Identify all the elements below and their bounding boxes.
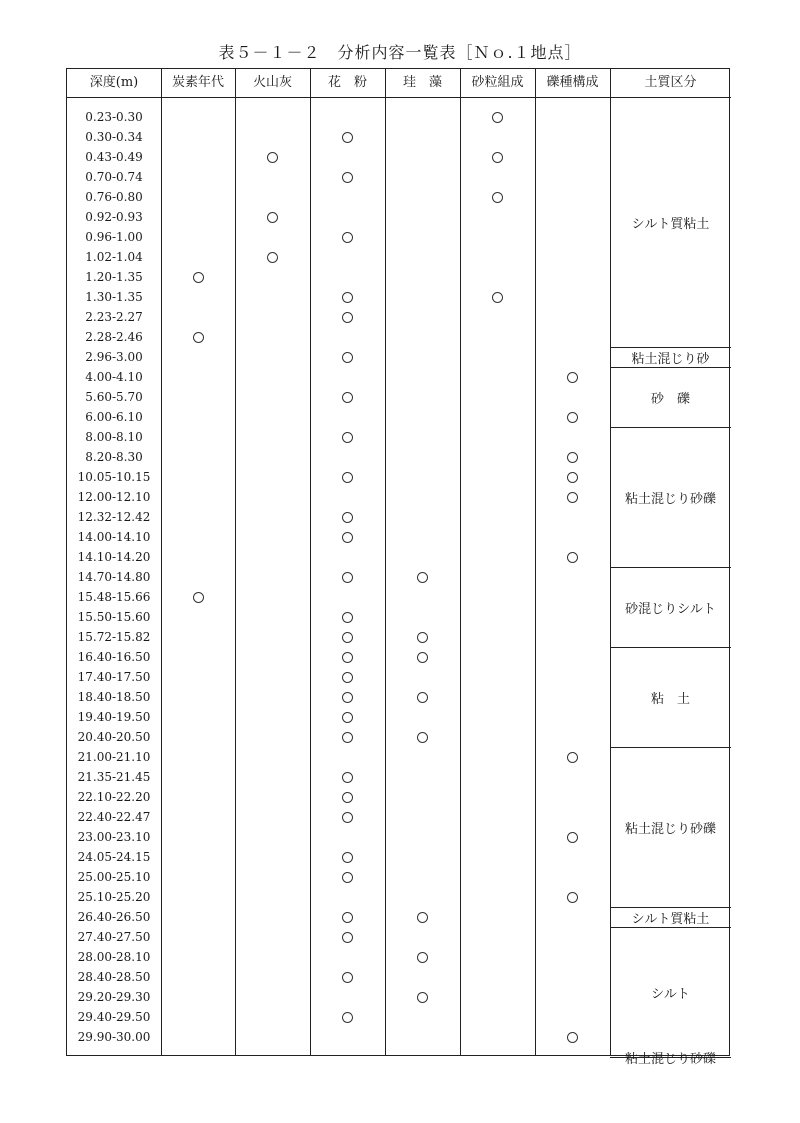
column-header: 火山灰: [252, 75, 292, 90]
column-header: 深度(m): [89, 75, 139, 90]
column-header: 土質区分: [644, 75, 697, 90]
depth-cell: 27.40-27.50: [77, 930, 151, 944]
depth-cell: 2.23-2.27: [85, 310, 143, 324]
analysis-mark-circle: [342, 532, 353, 543]
analysis-mark-circle: [342, 652, 353, 663]
analysis-table: [66, 68, 730, 1067]
soil-class-cell: 粘土混じり砂礫: [624, 491, 716, 507]
analysis-mark-circle: [567, 892, 578, 903]
depth-cell: 0.70-0.74: [85, 170, 143, 184]
page-title: 表５－１－２ 分析内容一覧表［Ｎｏ.１地点］: [218, 43, 582, 62]
analysis-mark-circle: [342, 812, 353, 823]
analysis-mark-circle: [417, 572, 428, 583]
column-header: 珪 藻: [402, 75, 442, 90]
depth-cell: 10.05-10.15: [77, 470, 151, 484]
depth-cell: 14.00-14.10: [77, 530, 151, 544]
depth-cell: 25.10-25.20: [77, 890, 151, 904]
analysis-mark-circle: [417, 952, 428, 963]
analysis-mark-circle: [492, 292, 503, 303]
depth-cell: 0.76-0.80: [85, 190, 143, 204]
analysis-mark-circle: [342, 932, 353, 943]
depth-cell: 0.23-0.30: [85, 110, 143, 124]
depth-cell: 4.00-4.10: [85, 370, 143, 384]
column-header: 砂粒組成: [471, 75, 524, 90]
depth-cell: 26.40-26.50: [77, 910, 151, 924]
analysis-mark-circle: [417, 912, 428, 923]
analysis-mark-circle: [342, 1012, 353, 1023]
depth-cell: 5.60-5.70: [85, 390, 143, 404]
depth-cell: 1.20-1.35: [85, 270, 143, 284]
analysis-mark-circle: [342, 672, 353, 683]
analysis-mark-circle: [342, 292, 353, 303]
analysis-mark-circle: [342, 732, 353, 743]
analysis-mark-circle: [567, 552, 578, 563]
depth-cell: 1.30-1.35: [85, 290, 143, 304]
depth-cell: 29.40-29.50: [77, 1010, 151, 1024]
soil-class-cell: 粘土混じり砂: [631, 351, 710, 367]
analysis-mark-circle: [342, 132, 353, 143]
analysis-mark-circle: [417, 732, 428, 743]
depth-cell: 8.20-8.30: [85, 450, 143, 464]
analysis-mark-circle: [492, 152, 503, 163]
depth-cell: 8.00-8.10: [85, 430, 143, 444]
analysis-mark-circle: [267, 152, 278, 163]
analysis-mark-circle: [342, 312, 353, 323]
depth-cell: 21.00-21.10: [77, 750, 151, 764]
depth-cell: 28.00-28.10: [77, 950, 151, 964]
soil-class-cell: 粘土混じり砂礫: [624, 821, 716, 837]
depth-cell: 12.00-12.10: [77, 490, 151, 504]
depth-cell: 14.70-14.80: [77, 570, 151, 584]
depth-cell: 19.40-19.50: [77, 710, 151, 724]
depth-cell: 6.00-6.10: [85, 410, 143, 424]
analysis-mark-circle: [342, 472, 353, 483]
analysis-mark-circle: [567, 1032, 578, 1043]
analysis-mark-circle: [417, 692, 428, 703]
analysis-mark-circle: [567, 452, 578, 463]
analysis-mark-circle: [342, 712, 353, 723]
soil-class-cell: シルト質粘土: [631, 911, 710, 927]
analysis-mark-circle: [567, 492, 578, 503]
column-header: 花 粉: [327, 75, 367, 90]
depth-cell: 16.40-16.50: [77, 650, 151, 664]
depth-cell: 22.40-22.47: [77, 810, 151, 824]
soil-class-cell: 粘 土: [650, 691, 690, 707]
analysis-mark-circle: [342, 632, 353, 643]
column-divider: [385, 69, 386, 1055]
depth-cell: 0.92-0.93: [85, 210, 143, 224]
depth-cell: 2.28-2.46: [85, 330, 143, 344]
column-divider: [161, 69, 162, 1055]
analysis-mark-circle: [492, 192, 503, 203]
analysis-mark-circle: [342, 432, 353, 443]
depth-cell: 15.48-15.66: [77, 590, 151, 604]
depth-cell: 28.40-28.50: [77, 970, 151, 984]
column-header: 炭素年代: [171, 75, 224, 90]
depth-cell: 0.96-1.00: [85, 230, 143, 244]
analysis-mark-circle: [342, 792, 353, 803]
depth-cell: 15.72-15.82: [77, 630, 151, 644]
column-divider: [310, 69, 311, 1055]
soil-class-cell: 砂混じりシルト: [625, 601, 716, 617]
analysis-mark-circle: [193, 272, 204, 283]
depth-cell: 21.35-21.45: [77, 770, 151, 784]
column-divider: [235, 69, 236, 1055]
depth-cell: 24.05-24.15: [77, 850, 151, 864]
depth-cell: 18.40-18.50: [77, 690, 151, 704]
depth-cell: 20.40-20.50: [77, 730, 151, 744]
soil-class-cell: 砂 礫: [650, 391, 690, 407]
analysis-mark-circle: [417, 992, 428, 1003]
analysis-mark-circle: [342, 172, 353, 183]
analysis-mark-circle: [267, 252, 278, 263]
depth-cell: 14.10-14.20: [77, 550, 151, 564]
soil-class-cell: シルト質粘土: [631, 216, 710, 232]
analysis-mark-circle: [492, 112, 503, 123]
analysis-mark-circle: [567, 752, 578, 763]
analysis-mark-circle: [193, 592, 204, 603]
depth-cell: 29.90-30.00: [77, 1030, 151, 1044]
analysis-mark-circle: [342, 512, 353, 523]
analysis-mark-circle: [567, 832, 578, 843]
analysis-mark-circle: [567, 372, 578, 383]
soil-class-cell: 粘土混じり砂礫: [624, 1051, 716, 1067]
analysis-mark-circle: [342, 232, 353, 243]
column-divider: [535, 69, 536, 1055]
analysis-mark-circle: [342, 392, 353, 403]
depth-cell: 29.20-29.30: [77, 990, 151, 1004]
analysis-mark-circle: [342, 692, 353, 703]
analysis-mark-circle: [342, 912, 353, 923]
depth-cell: 12.32-12.42: [77, 510, 151, 524]
depth-cell: 17.40-17.50: [77, 670, 151, 684]
analysis-mark-circle: [417, 652, 428, 663]
analysis-mark-circle: [342, 612, 353, 623]
column-header: 礫種構成: [546, 75, 599, 90]
analysis-mark-circle: [342, 972, 353, 983]
depth-cell: 23.00-23.10: [77, 830, 151, 844]
analysis-mark-circle: [267, 212, 278, 223]
analysis-mark-circle: [567, 412, 578, 423]
column-divider: [460, 69, 461, 1055]
depth-cell: 15.50-15.60: [77, 610, 151, 624]
analysis-mark-circle: [342, 852, 353, 863]
depth-cell: 0.30-0.34: [85, 130, 143, 144]
analysis-mark-circle: [567, 472, 578, 483]
analysis-mark-circle: [342, 872, 353, 883]
soil-class-cell: シルト: [651, 986, 690, 1002]
depth-cell: 2.96-3.00: [85, 350, 143, 364]
depth-cell: 22.10-22.20: [77, 790, 151, 804]
depth-cell: 25.00-25.10: [77, 870, 151, 884]
analysis-mark-circle: [342, 572, 353, 583]
depth-cell: 1.02-1.04: [85, 250, 143, 264]
analysis-mark-circle: [342, 352, 353, 363]
analysis-mark-circle: [342, 772, 353, 783]
analysis-mark-circle: [417, 632, 428, 643]
analysis-mark-circle: [193, 332, 204, 343]
depth-cell: 0.43-0.49: [85, 150, 143, 164]
